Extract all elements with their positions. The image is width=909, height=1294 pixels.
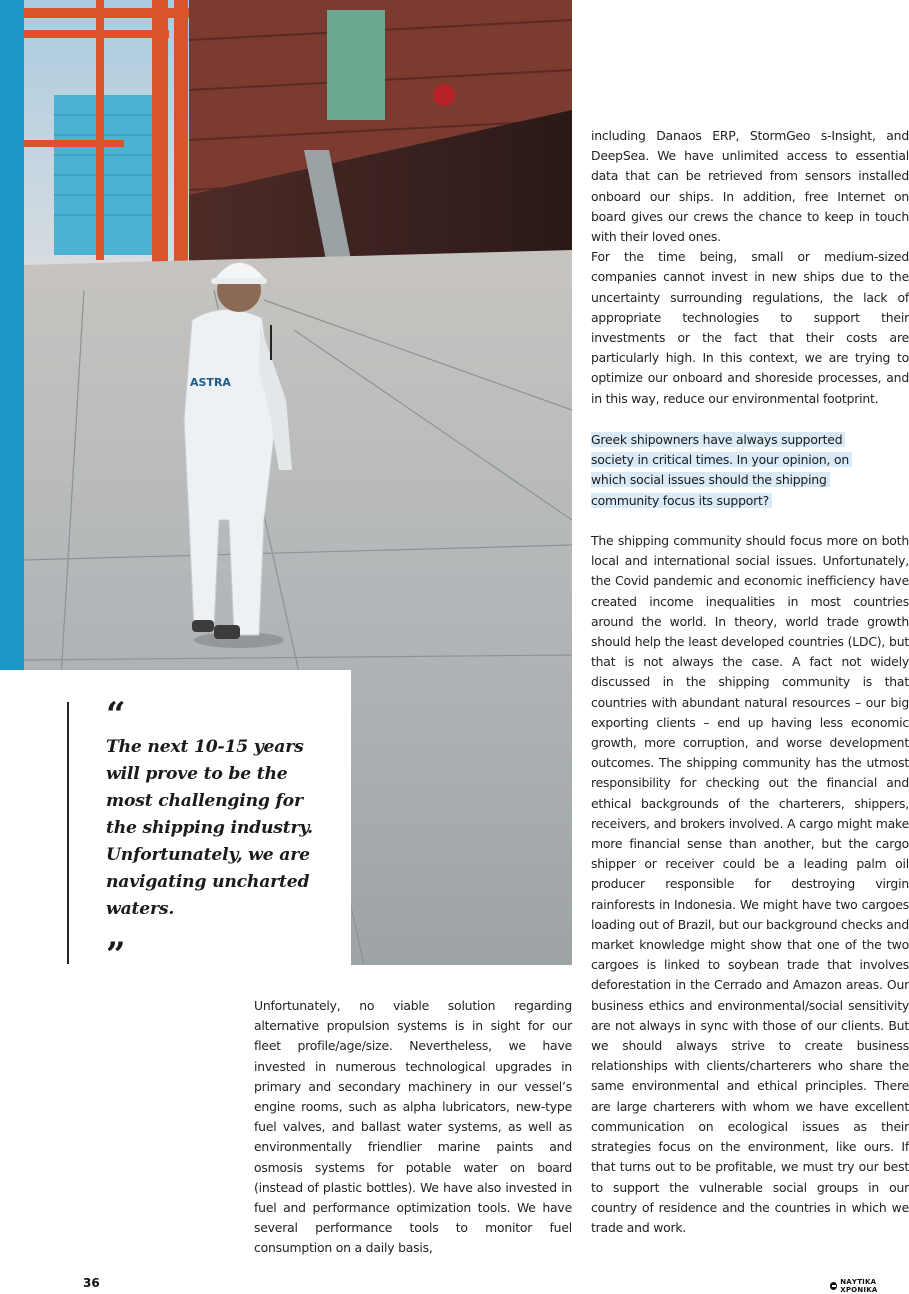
paragraph-regulations: For the time being, small or medium-sized companies cannot invest in new ships due to the uncertainty surrounding regulations, the lack of appropriate technologies to support their investments or the fact that their costs are particularly high. In this context, we are trying to optimize our onboard and shoreside processes, and in this way, reduce our environmental footprint. bbox=[591, 249, 909, 406]
coverall-logo: ASTRA bbox=[190, 376, 231, 389]
question-text: Greek shipowners have always supported society in critical times. In your opinion, on which social issues should the shipping community focus its support? bbox=[591, 432, 852, 508]
body-paragraph-left: Unfortunately, no viable solution regarding alternative propulsion systems is in sight for our fleet profile/age/size. Nevertheless, we have invested in numerous technological upgrades in primary and secondary machinery in our vessel’s engine rooms, such as alpha lubricators, new-type fuel valves, and ballast water systems, as well as environmentally friendlier marine paints and osmosis systems for potable water on board (instead of plastic bottles). We have also invested in fuel and performance optimization tools. We have several performance tools to monitor fuel consumption on a daily basis, bbox=[254, 998, 572, 1256]
pull-quote: The next 10-15 years will prove to be the most challenging for the shipping industry. Unfortunately, we are navigating uncharted waters. bbox=[106, 737, 313, 919]
close-quote-icon: ” bbox=[106, 935, 126, 975]
accent-bar bbox=[0, 0, 24, 670]
publication-name: ΝΑΥΤΙΚΑ ΧΡΟΝΙΚΑ bbox=[840, 1278, 878, 1294]
pull-quote-rule bbox=[67, 702, 69, 964]
body-paragraph-answer: The shipping community should focus more on both local and international social issues. Unfortunately, the Covid pandemic and economic inefficiency have created income inequalities in most countries around the world. In theory, world trade growth should help the least developed countries (LDC), but that is not always the case. A fact not widely discussed in the shipping community is that countries with abundant natural resources – our big exporting clients – end up having less economic growth, more corruption, and worse development outcomes. The shipping community has the utmost responsibility for checking out the financial and ethical backgrounds of the charterers, shippers, receivers, and brokers involved. A cargo might make more financial sense than another, but the cargo shipper or receiver could be a leading palm oil producer responsible for destroying virgin rainforests in Indonesia. We might have two cargoes loading out of Brazil, but our background checks and market knowledge might show that one of the two cargoes is linked to soybean trade that involves deforestation in the Cerrado and Amazon areas. Our business ethics and environmental/social sensitivity are not always in sync with those of our clients. But we should always strive to create business relationships with clients/charterers who share the same environmental and ethical principles. There are large charterers with whom we have excellent communication on ecological issues as their strategies focus on the environment, like ours. If that turns out to be profitable, we must try our best to support the vulnerable social groups in our country of residence and the countries in which we trade and work. bbox=[591, 533, 909, 1235]
paragraph-continued: including Danaos ERP, StormGeo s-Insight, and DeepSea. We have unlimited access to essential data that can be retrieved from sensors installed onboard our ships. In addition, free Internet on board gives our crews the chance to keep in touch with their loved ones. bbox=[591, 128, 909, 245]
publication-brand bbox=[830, 1278, 909, 1294]
body-paragraph-right-top bbox=[591, 126, 909, 409]
page-number: 36 bbox=[83, 1276, 100, 1290]
open-quote-icon: “ bbox=[106, 695, 126, 735]
interview-question bbox=[591, 430, 881, 511]
brand-logo-icon bbox=[830, 1282, 837, 1290]
